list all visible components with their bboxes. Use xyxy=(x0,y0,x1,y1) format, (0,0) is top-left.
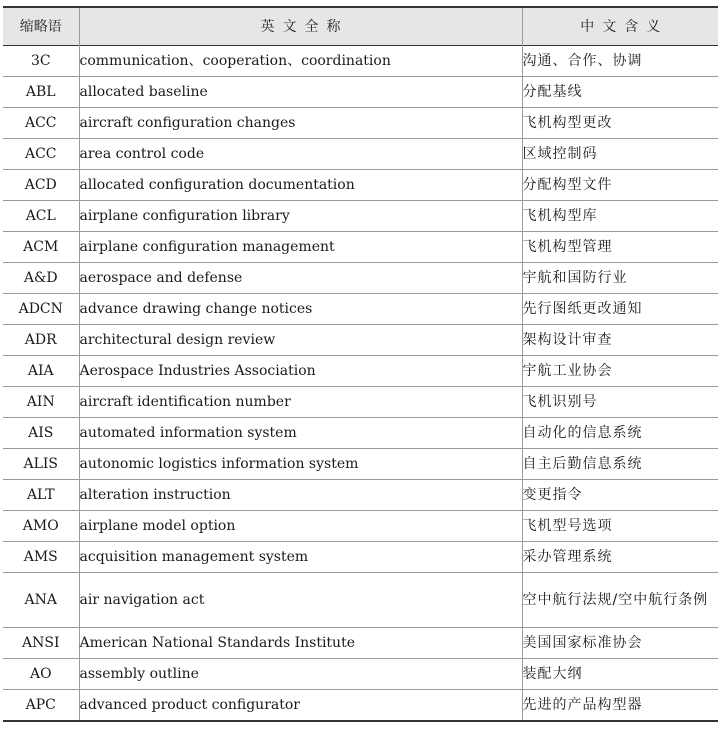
abbreviation-cell: ADCN xyxy=(3,293,79,324)
table-row xyxy=(3,231,718,262)
abbreviation-cell: AIA xyxy=(3,355,79,386)
abbreviation-table xyxy=(3,6,718,722)
table-row xyxy=(3,658,718,689)
abbreviation-cell: ACC xyxy=(3,138,79,169)
english-name-cell: allocated baseline xyxy=(79,76,522,107)
english-name-cell: airplane configuration management xyxy=(79,231,522,262)
table-row xyxy=(3,417,718,448)
chinese-meaning-cell: 美国国家标准协会 xyxy=(522,627,718,658)
chinese-meaning-cell: 宇航和国防行业 xyxy=(522,262,718,293)
chinese-meaning-cell: 架构设计审查 xyxy=(522,324,718,355)
table-row xyxy=(3,169,718,200)
chinese-meaning-cell: 自动化的信息系统 xyxy=(522,417,718,448)
abbreviation-cell: AMO xyxy=(3,510,79,541)
english-name-cell: communication、cooperation、coordination xyxy=(79,45,522,76)
table-row xyxy=(3,572,718,627)
table-row xyxy=(3,448,718,479)
chinese-meaning-cell: 飞机识别号 xyxy=(522,386,718,417)
chinese-meaning-cell: 先行图纸更改通知 xyxy=(522,293,718,324)
english-name-cell: air navigation act xyxy=(79,572,522,627)
english-name-cell: aircraft configuration changes xyxy=(79,107,522,138)
header-abbreviation: 缩略语 xyxy=(19,19,62,36)
abbreviation-cell: ACC xyxy=(3,107,79,138)
chinese-meaning-cell: 区域控制码 xyxy=(522,138,718,169)
chinese-meaning-cell: 分配基线 xyxy=(522,76,718,107)
table-row xyxy=(3,262,718,293)
table-row xyxy=(3,293,718,324)
table-row xyxy=(3,689,718,721)
table-row xyxy=(3,541,718,572)
english-name-cell: airplane model option xyxy=(79,510,522,541)
chinese-meaning-cell: 分配构型文件 xyxy=(522,169,718,200)
abbreviation-cell: A&D xyxy=(3,262,79,293)
chinese-meaning-cell: 自主后勤信息系统 xyxy=(522,448,718,479)
table-row xyxy=(3,76,718,107)
abbreviation-cell: AO xyxy=(3,658,79,689)
english-name-cell: advance drawing change notices xyxy=(79,293,522,324)
table-row xyxy=(3,45,718,76)
table-row xyxy=(3,386,718,417)
chinese-meaning-cell: 沟通、合作、协调 xyxy=(522,45,718,76)
table-row xyxy=(3,510,718,541)
english-name-cell: airplane configuration library xyxy=(79,200,522,231)
chinese-meaning-cell: 飞机构型库 xyxy=(522,200,718,231)
chinese-meaning-cell: 飞机型号选项 xyxy=(522,510,718,541)
chinese-meaning-cell: 宇航工业协会 xyxy=(522,355,718,386)
abbreviation-cell: ABL xyxy=(3,76,79,107)
english-name-cell: aerospace and defense xyxy=(79,262,522,293)
abbreviation-cell: ALIS xyxy=(3,448,79,479)
english-name-cell: architectural design review xyxy=(79,324,522,355)
table-row xyxy=(3,200,718,231)
abbreviation-cell: AIS xyxy=(3,417,79,448)
chinese-meaning-cell: 先进的产品构型器 xyxy=(522,689,718,721)
english-name-cell: aircraft identification number xyxy=(79,386,522,417)
abbreviation-cell: ANA xyxy=(3,572,79,627)
header-row xyxy=(3,7,718,45)
abbreviation-cell: ADR xyxy=(3,324,79,355)
chinese-meaning-cell: 空中航行法规/空中航行条例 xyxy=(522,572,718,627)
table-row xyxy=(3,355,718,386)
english-name-cell: autonomic logistics information system xyxy=(79,448,522,479)
abbreviation-cell: AIN xyxy=(3,386,79,417)
chinese-meaning-cell: 采办管理系统 xyxy=(522,541,718,572)
abbreviation-cell: AMS xyxy=(3,541,79,572)
english-name-cell: American National Standards Institute xyxy=(79,627,522,658)
english-name-cell: acquisition management system xyxy=(79,541,522,572)
table-body xyxy=(3,45,718,721)
english-name-cell: advanced product configurator xyxy=(79,689,522,721)
english-name-cell: assembly outline xyxy=(79,658,522,689)
abbreviation-cell: ALT xyxy=(3,479,79,510)
table-header xyxy=(3,7,718,45)
abbreviation-cell: ACM xyxy=(3,231,79,262)
english-name-cell: allocated configuration documentation xyxy=(79,169,522,200)
chinese-meaning-cell: 装配大纲 xyxy=(522,658,718,689)
chinese-meaning-cell: 变更指令 xyxy=(522,479,718,510)
abbreviation-cell: 3C xyxy=(3,45,79,76)
abbreviation-cell: ACL xyxy=(3,200,79,231)
header-english-full-name: 英文全称 xyxy=(79,7,522,45)
chinese-meaning-cell: 飞机构型更改 xyxy=(522,107,718,138)
table-row xyxy=(3,324,718,355)
abbreviation-cell: ANSI xyxy=(3,627,79,658)
abbreviation-cell: APC xyxy=(3,689,79,721)
english-name-cell: Aerospace Industries Association xyxy=(79,355,522,386)
chinese-meaning-cell: 飞机构型管理 xyxy=(522,231,718,262)
english-name-cell: area control code xyxy=(79,138,522,169)
table-row xyxy=(3,107,718,138)
english-name-cell: alteration instruction xyxy=(79,479,522,510)
table-row xyxy=(3,627,718,658)
table-row xyxy=(3,479,718,510)
abbreviation-cell: ACD xyxy=(3,169,79,200)
table-row xyxy=(3,138,718,169)
header-chinese-meaning: 中文含义 xyxy=(522,7,718,45)
english-name-cell: automated information system xyxy=(79,417,522,448)
